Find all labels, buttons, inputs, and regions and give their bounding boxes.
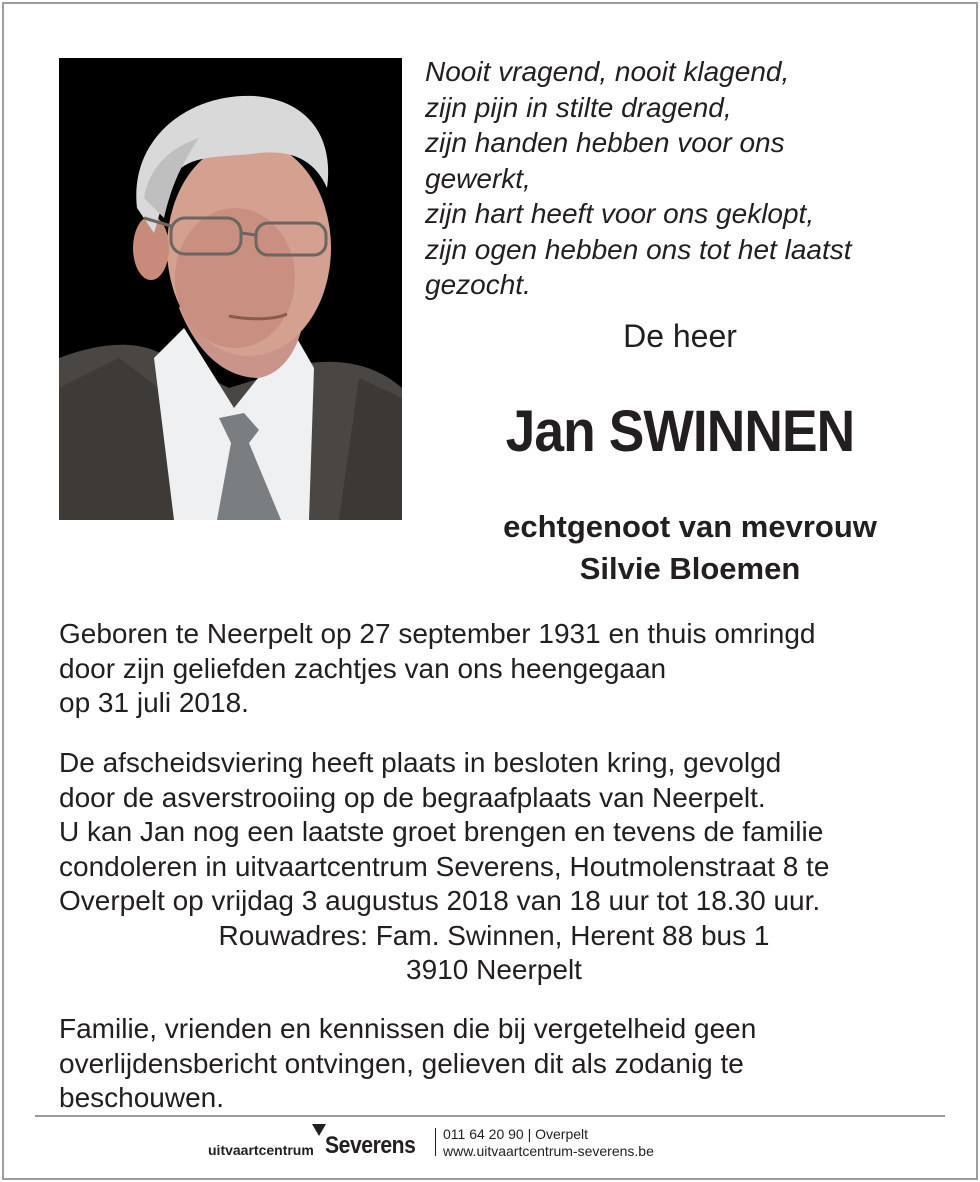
footer-contact xyxy=(443,1126,654,1160)
birth-paragraph xyxy=(59,617,939,721)
ceremony-line: door de asverstrooiing op de begraafplaats van Neerpelt. xyxy=(59,781,766,813)
mourning-address: Rouwadres: Fam. Swinnen, Herent 88 bus 1 xyxy=(218,919,770,951)
notice-paragraph xyxy=(59,1012,939,1116)
notice-line: overlijdensbericht ontvingen, gelieven dit als zodanig te xyxy=(59,1047,744,1079)
phone-line: 011 64 20 90 | Overpelt xyxy=(443,1126,589,1142)
ceremony-line: U kan Jan nog een laatste groet brengen en tevens de familie xyxy=(59,816,824,847)
birth-line: Geboren te Neerpelt op 27 september 1931 en thuis omringd xyxy=(59,618,816,649)
birth-line: op 31 juli 2018. xyxy=(59,687,249,718)
portrait-illustration xyxy=(59,58,402,520)
footer-divider xyxy=(35,1115,945,1117)
footer-separator xyxy=(435,1128,436,1156)
poem xyxy=(425,54,945,303)
salutation: De heer xyxy=(623,318,737,354)
notice-line: Familie, vrienden en kennissen die bij vergetelheid geen xyxy=(59,1013,757,1044)
spouse-line: echtgenoot van mevrouw xyxy=(503,509,877,544)
notice-line: beschouwen. xyxy=(59,1082,225,1113)
spouse-info xyxy=(420,506,960,590)
brand-prefix: uitvaartcentrum xyxy=(208,1142,314,1158)
portrait-photo xyxy=(59,58,402,520)
ceremony-paragraph xyxy=(59,746,939,988)
poem-line: zijn handen hebben voor ons xyxy=(425,127,785,158)
poem-line: Nooit vragend, nooit klagend, xyxy=(425,56,790,87)
poem-line: zijn pijn in stilte dragend, xyxy=(425,91,732,123)
deceased-name: Jan SWINNEN xyxy=(505,399,855,464)
triangle-icon xyxy=(312,1124,326,1136)
poem-line: gezocht. xyxy=(425,269,531,300)
ceremony-line: De afscheidsviering heeft plaats in besloten kring, gevolgd xyxy=(59,747,782,778)
brand-name: Severens xyxy=(325,1132,416,1159)
poem-line: gewerkt, xyxy=(425,162,531,194)
ceremony-line: Overpelt op vrijdag 3 augustus 2018 van 18 uur tot 18.30 uur. xyxy=(59,885,821,916)
mourning-address-city: 3910 Neerpelt xyxy=(406,954,582,985)
poem-line: zijn ogen hebben ons tot het laatst xyxy=(425,233,852,265)
spouse-name: Silvie Bloemen xyxy=(579,551,801,586)
birth-line: door zijn geliefden zachtjes van ons heengegaan xyxy=(59,652,667,684)
website-link[interactable]: www.uitvaartcentrum-severens.be xyxy=(443,1143,654,1159)
poem-line: zijn hart heeft voor ons geklopt, xyxy=(425,198,815,229)
ceremony-line: condoleren in uitvaartcentrum Severens, Houtmolenstraat 8 te xyxy=(59,850,830,882)
